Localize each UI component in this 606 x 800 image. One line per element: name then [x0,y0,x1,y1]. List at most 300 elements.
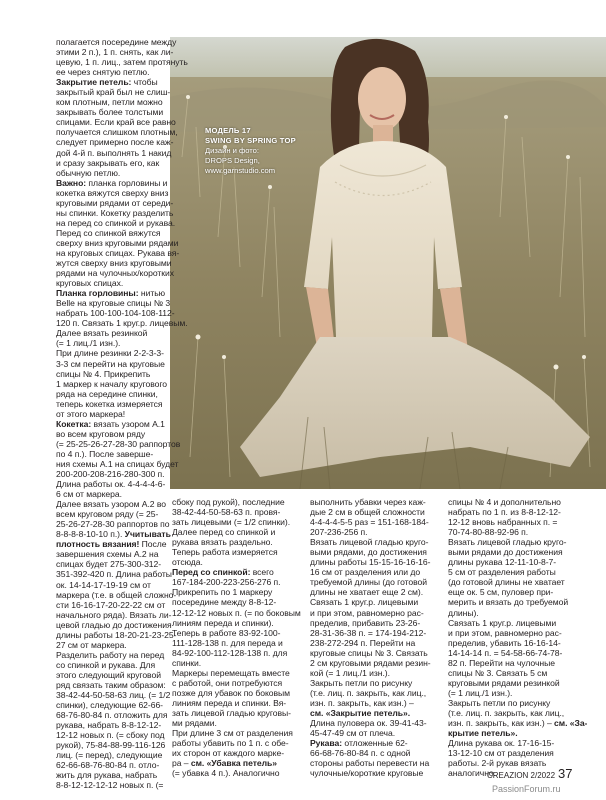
text-run: стороны работы перевести на [310,758,430,769]
text-run: Прикрепить по 1 маркеру [172,587,273,598]
text-line [56,609,172,620]
text-line [56,359,164,369]
text-line [56,559,164,569]
text-line [172,557,308,567]
text-run: 14-14-14 п. = 54-58-66-74-78- [448,647,563,658]
text-line [56,158,164,168]
text-line [172,517,308,527]
text-run: 45-47-49 см от плеча. [310,728,396,739]
text-line [448,688,584,698]
text-line [448,748,584,758]
text-line [448,668,584,678]
text-run: закрытый край был не слиш- [56,87,171,98]
text-run: кой (= 1 лиц./1 изн.). [310,667,390,678]
text-run: следует примерно после каж- [56,137,174,148]
text-run: требуемой длины (до готовой [310,577,428,588]
text-line [310,678,446,688]
text-run: дой 4-й п. выполнять 1 накид [56,147,172,158]
bold-term: Учитывать [122,529,171,540]
text-line [448,628,584,638]
text-line [310,718,446,728]
text-line [56,549,164,559]
text-line [448,567,584,577]
text-line [56,308,175,319]
text-line [310,708,446,718]
text-line [310,507,446,517]
caption-credit: Дизайн и фото: [205,146,260,156]
text-line [448,728,584,738]
watermark: PassionForum.ru [492,784,561,794]
text-run: этого следующий круговой [56,669,161,680]
text-line [56,750,164,760]
page-number: 37 [558,766,573,781]
text-run: изн. п. закрыть, как изн.) – [310,697,414,708]
text-line [310,597,446,607]
text-line [56,419,164,429]
text-line [310,547,446,557]
text-line [56,539,167,550]
text-run: 13-12-10 см от разделения [448,748,554,759]
text-run: теперь кокетка измеряется [56,398,163,409]
text-run: 12-12 вновь набранных п. = [448,517,558,528]
text-line [56,519,170,530]
page-footer [487,766,573,781]
text-line [56,589,177,600]
text-run: от этого маркера! [56,408,126,419]
text-line [310,698,446,708]
text-line [56,187,169,198]
text-run: лиц. (= перед), следующие [56,750,163,761]
text-line [172,638,308,648]
text-line [172,738,308,748]
text-run: и сразу закрывать его, как [56,157,160,168]
text-line [448,497,584,507]
text-line [172,547,308,557]
text-line [56,650,164,660]
model-photo [170,37,606,489]
bold-term: Перед со спинкой: [172,567,251,578]
text-run: цевой гладью до достижения [56,619,172,630]
text-run: 66-68-76-80-84 п. с одной [310,748,411,759]
text-run: рукой), 75-84-88-99-116-126 [56,740,166,751]
text-line [448,678,584,688]
text-line [310,517,446,527]
text-line [56,137,174,148]
text-line [56,700,164,710]
text-run: 200-200-208-216-280-300 п. [56,469,165,480]
text-line [56,720,164,730]
text-line [56,247,180,258]
text-line [310,768,446,778]
bold-term: плотность вязания! [56,539,140,550]
text-line [310,527,446,537]
text-line [56,107,164,117]
text-line [172,618,308,628]
text-line [310,497,446,507]
text-run: 8-8-12-12-12-12 новых п. (= [56,780,164,791]
text-line [56,680,164,690]
text-run: вязать узором А.1 [91,418,165,429]
bold-term: см. «За- [551,718,588,729]
bold-term: Закрытие петель: [56,77,132,88]
text-line [56,318,188,329]
text-run: ния схемы А.1 на спицах будет [56,458,179,469]
text-line [172,748,308,758]
text-line [56,399,164,409]
text-line [56,619,172,630]
text-line [56,479,164,489]
text-run: дые 2 см в общей сложности [310,507,425,518]
text-line [310,577,446,587]
text-run: ее через снятую петлю. [56,67,150,78]
text-line [448,587,584,597]
text-run: Вязать лицевой гладью круго- [310,537,429,548]
text-run: 68-76-80-84 п. отложить для [56,710,168,721]
text-line [172,587,308,597]
text-column-2 [172,497,308,778]
text-line [310,618,446,628]
text-run: (= 1 лиц./1 изн.). [56,338,121,349]
text-run: Связать 1 круг.р. лицевыми [310,597,419,608]
text-run: завершения схемы А.2 на [56,549,159,560]
text-line [448,577,584,587]
text-line [56,569,172,580]
text-run: по 4 п.). После заверше- [56,448,154,459]
text-line [310,738,446,748]
text-line [56,670,164,680]
text-run: пределив, убавить 16-16-14- [448,637,561,648]
text-run: ком плотным, петли можно [56,97,163,108]
text-run: выми рядами, до достижения [310,547,427,558]
text-run: (т.е. лиц. п. закрыть, как лиц., [310,687,427,698]
text-run: Далее вязать резинкой [56,328,148,339]
text-line [56,409,164,419]
text-run: рукава, набрать 8-8-12-12- [56,720,162,731]
text-line [56,730,164,740]
text-run: линиям переда и спинки). [172,617,274,628]
text-line [56,77,164,87]
text-line [56,690,171,701]
text-run: еще ок. 5 см, пуловер при- [448,587,554,598]
text-run: набрать по 1 п. из 8-8-12-12- [448,507,561,518]
text-line [310,748,446,758]
text-run: круговых спицах. [56,278,124,289]
text-run: Вязать лицевой гладью круго- [448,537,567,548]
text-run: зать лицевой гладью круговы- [172,707,291,718]
text-line [56,328,164,338]
text-line [310,658,446,668]
text-run: отложенные 62- [342,738,408,749]
text-line [56,489,164,499]
text-run: спинки. [172,657,202,668]
text-run: 62-66-68-76-80-84 п. отло- [56,760,160,771]
text-run: Закрыть петли по рисунку [448,697,551,708]
text-run: круговыми рядами резинкой [448,677,560,688]
text-run: спицы № 4. Прикрепить [56,368,151,379]
text-run: всем круговом ряду (= 25- [56,509,159,520]
text-run: чулочные/короткие круговые [310,768,424,779]
text-line [310,537,446,547]
text-line [56,449,164,459]
text-line [56,117,176,128]
text-run: 38-42-44-50-58-63 лиц. (= 1/2 [56,690,171,701]
text-run: 238-272-294 п. Перейти на [310,637,416,648]
text-run: Длина рукава ок. 17-16-15- [448,738,555,749]
text-line [172,688,308,698]
text-run: 2 см круговыми рядами резин- [310,657,431,668]
text-line [56,529,171,540]
text-run: 28-31-36-38 п. = 174-194-212- [310,627,427,638]
text-line [56,660,164,670]
text-run: этими 2 п.), 1 п. снять, как ли- [56,47,174,58]
text-run: 12-12 новых п. (= сбоку под [56,730,165,741]
text-run: (= убавка 4 п.). Аналогично [172,768,280,779]
text-line [172,728,308,738]
text-run: и при этом, равномерно рас- [310,607,424,618]
text-line [172,718,308,728]
text-line [172,678,308,688]
text-run: выми рядами до достижения [448,547,563,558]
caption-designer: DROPS Design, [205,156,260,166]
text-line [56,67,164,77]
text-line [56,458,179,469]
text-run: спицами. Если край все равно [56,117,176,128]
text-line [56,760,164,770]
text-line [310,668,446,678]
text-run: получается слишком плотным, [56,127,178,138]
text-line [56,338,164,348]
text-line [56,278,164,288]
text-run: жутся сверху вниз круговыми [56,258,172,269]
caption-name: SWING BY SPRING TOP [205,136,296,146]
text-run: Belle на круговые спицы № 3 [56,298,171,309]
text-line [310,638,446,648]
text-run: 38-42-44-50-58-63 п. провя- [172,507,281,518]
text-run: на круговых спицах. Рукава вя- [56,247,180,258]
text-line [172,698,308,708]
text-line [448,648,584,658]
text-run: ряд связать таким образом: [56,680,166,690]
text-line [56,237,179,248]
text-run: круговыми рядами от середи- [56,197,174,208]
photo-illustration [170,37,606,489]
text-line [448,557,584,567]
caption-url: www.garnstudio.com [205,166,276,176]
magazine-issue: CREAZION 2/2022 [487,771,556,780]
text-run: 8-8-8-8-10-10 п.). [56,529,123,540]
text-line [56,197,174,208]
text-run: отсюда. [172,557,203,568]
text-run: длины не хватает еще 2 см). [310,587,424,598]
text-run: При длине 3 см от разделения [172,728,293,739]
text-line [448,517,584,527]
text-run: длины рукава 12-11-10-8-7- [448,557,557,568]
text-run: позже для убавок по боковым [172,687,291,698]
text-run: Теперь в работе 83-92-100- [172,627,281,638]
text-run: 5 см от разделения работы [448,567,556,578]
text-run: и при этом, равномерно рас- [448,627,562,638]
bold-term: Планка горловины: [56,288,139,299]
text-run: 70-74-80-88-92-96 п. [448,527,529,538]
text-line [172,768,308,778]
text-run: набрать 100-100-104-108-112- [56,308,175,319]
text-run: жить для рукава, набрать [56,770,158,781]
text-run: 82 п. Перейти на чулочные [448,657,555,668]
bold-term: Важно: [56,177,87,188]
text-run: длины работы 18-20-21-23-25- [56,629,177,640]
text-line [172,577,308,587]
text-run: сбоку под рукой), последние [172,497,285,507]
text-run: Связать 1 круг.р. лицевыми [448,617,557,628]
text-run: планка горловины и [86,177,168,188]
text-run: спинки), следующие 62-66- [56,700,163,711]
text-run: Перед со спинкой вяжутся [56,227,161,238]
text-line [56,207,174,218]
text-line [56,127,178,138]
text-line [448,658,584,668]
text-line [310,557,446,567]
text-line [56,268,174,279]
text-line [56,580,164,590]
text-line [56,600,164,610]
bold-term: крытие петель». [448,728,518,739]
text-line [310,587,446,597]
bold-term: Рукава: [310,738,343,749]
text-line [448,698,584,708]
text-run: сти 16-16-17-20-22-22 см от [56,599,166,610]
text-line [310,728,446,738]
text-run: Далее перед со спинкой и [172,527,276,538]
text-line [172,567,308,577]
text-run: Маркеры перемещать вместе [172,667,290,678]
text-run: Далее вязать узором А.2 во [56,499,167,510]
text-line [56,640,164,650]
text-run: закрывать более толстыми [56,107,164,118]
text-line [56,389,164,399]
text-run: рукава вязать раздельно. [172,537,273,548]
text-line [310,628,446,638]
text-line [172,597,308,607]
text-line [310,758,446,768]
text-run: 1 маркер к началу кругового [56,378,167,389]
text-run: выполнить убавки через каж- [310,497,426,507]
text-line [448,537,584,547]
text-line [56,217,176,228]
text-line [56,177,168,188]
text-line [448,718,588,729]
text-run: пределив, прибавить 23-26- [310,617,421,628]
text-run: (до готовой длины не хватает [448,577,565,588]
text-line [56,438,181,449]
text-run: Длина работы ок. 4-4-4-4-6- [56,479,166,490]
text-run: 27 см от маркера. [56,639,127,650]
text-line [172,708,308,718]
text-line [56,57,188,68]
text-run: 351-392-420 п. Длина работы [56,569,172,580]
text-line [56,348,164,358]
text-run: линиям переда и спинки. Вя- [172,697,287,708]
caption-model: МОДЕЛЬ 17 [205,126,251,135]
text-line [56,47,174,58]
text-run: ра – [172,758,189,769]
text-line [56,298,171,309]
bold-term: см. «Убавка петель» [188,758,277,769]
text-run: Закрыть петли по рисунку [310,677,413,688]
text-line [56,168,164,178]
text-run: спицы № 4 и дополнительно [448,497,561,507]
text-run: длины). [448,607,479,618]
text-run: цевую, 1 п. лиц., затем протянуть [56,57,188,68]
text-line [56,780,164,790]
text-line [172,758,308,768]
text-run: чтобы [131,77,158,88]
text-line [172,608,308,618]
text-run: 84-92-100-112-128-138 п. для [172,647,288,658]
text-run: работы убавить по 1 п. с обе- [172,738,289,749]
text-run: аналогично. [448,768,496,779]
text-line [172,668,308,678]
text-run: мерить и вязать до требуемой [448,597,569,608]
text-run: изн. п. закрыть, как изн.) – [448,718,552,729]
text-line [448,608,584,618]
text-run: 12-12-12 новых п. (= по боковым [172,607,301,618]
text-line [172,537,308,547]
text-run: маркера (т.е. в общей сложно- [56,589,177,600]
text-column-3 [310,497,446,778]
text-line [310,608,446,618]
text-run: При длине резинки 2-2-3-3- [56,348,164,359]
text-line [56,469,164,479]
text-run: всего [250,567,274,578]
text-run: зать лицевыми (= 1/2 спинки). [172,517,291,528]
text-run: на перед со спинкой и рукава. [56,217,176,228]
text-run: 4-4-4-4-5-5 раз = 151-168-184- [310,517,429,528]
text-line [56,37,177,47]
photo-caption [205,126,296,176]
text-run: 120 п. Связать 1 круг.р. лицевым. [56,318,188,329]
text-run: начального ряда). Вязать ли- [56,609,172,620]
text-run: 111-128-138 п. для переда и [172,637,283,648]
text-line [448,547,584,557]
text-line [172,628,308,638]
text-run: Разделить работу на перед [56,649,165,660]
text-run: ны спинки. Кокетку разделить [56,207,174,218]
text-line [448,597,584,607]
text-run: полагается посередине между [56,37,177,47]
text-run: круговые спицы № 3. Связать [310,647,428,658]
text-line [56,740,164,750]
text-run: После [139,539,167,550]
text-run: 167-184-200-223-256-276 п. [172,577,281,588]
text-column-4 [448,497,588,779]
text-line [56,429,164,439]
text-run: посередине между 8-8-12- [172,597,277,608]
text-run: с работой, они потребуются [172,677,283,688]
text-run: (= 25-25-26-27-28-30 раппортов [56,438,181,449]
text-run: 6 см от маркера. [56,489,122,500]
text-line [448,708,584,718]
text-line [310,567,446,577]
text-line [448,527,584,537]
text-line [56,509,164,519]
text-run: кокетка вяжутся сверху вниз [56,187,169,198]
text-line [56,378,167,389]
text-line [56,147,172,158]
text-line [56,258,172,269]
text-run: Теперь работа измеряется [172,547,278,558]
bold-term: Кокетка: [56,418,92,429]
text-run: спицы № 3. Связать 5 см [448,667,548,678]
